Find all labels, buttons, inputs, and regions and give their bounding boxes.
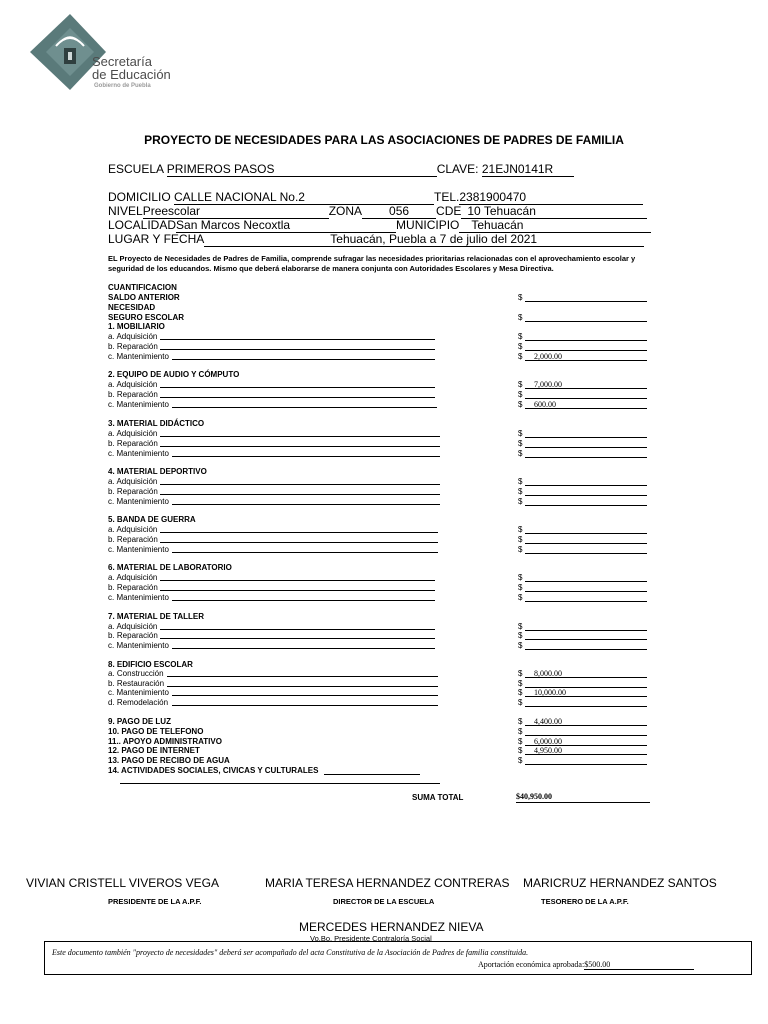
banda-c-leader-line — [172, 552, 438, 553]
taller-mantenimiento: c. Mantenimiento — [108, 641, 169, 650]
laboratorio-c-leader-line — [172, 600, 435, 601]
internet-currency-symbol: $ — [518, 746, 523, 755]
footer-note: Este documento también "proyecto de necesidades" deberá ser acompañado del acta Constitutiva de la Asociación de Padres de familia constituida. — [52, 948, 529, 957]
laboratorio-c-currency-symbol: $ — [518, 593, 523, 602]
deportivo-reparacion: b. Reparación — [108, 487, 158, 496]
taller-reparacion: b. Reparación — [108, 631, 158, 640]
equipo-c-amount: 600.00 — [534, 400, 556, 409]
escuela-value: PRIMEROS PASOS — [167, 162, 437, 177]
deportivo-adquisicion: a. Adquisición — [108, 477, 158, 486]
equipo-b-currency-symbol: $ — [518, 390, 523, 399]
laboratorio-b-amount-line — [525, 591, 647, 592]
logo-text-line2: de Educación — [92, 67, 171, 82]
aportacion-field — [478, 960, 694, 970]
nivel-field — [108, 204, 647, 219]
banda-a-currency-symbol: $ — [518, 525, 523, 534]
taller-a-amount-line — [525, 630, 647, 631]
suma-total-value: $40,950.00 — [516, 792, 650, 803]
laboratorio-a-amount-line — [525, 581, 647, 582]
telefono-amount-line — [525, 735, 647, 736]
zona-label: ZONA — [328, 204, 363, 218]
taller-c-currency-symbol: $ — [518, 641, 523, 650]
equipo-a-currency-symbol: $ — [518, 380, 523, 389]
localidad-value: San Marcos Necoxtla — [176, 218, 396, 233]
laboratorio-c-amount-line — [525, 601, 647, 602]
deportivo-mantenimiento: c. Mantenimiento — [108, 497, 169, 506]
edificio-construccion: a. Construcción — [108, 669, 164, 678]
didactico-c-currency-symbol: $ — [518, 449, 523, 458]
mobiliario-mantenimiento: c. Mantenimiento — [108, 352, 169, 361]
logo-text-line1: Secretaría — [92, 54, 152, 69]
section-deportivo-title: 4. MATERIAL DEPORTIVO — [108, 467, 207, 476]
didactico-reparacion: b. Reparación — [108, 439, 158, 448]
mobiliario-adquisicion: a. Adquisición — [108, 332, 158, 341]
apoyo-amount: 6,000.00 — [534, 737, 562, 746]
telefono-currency-symbol: $ — [518, 727, 523, 736]
contraloria-name: MERCEDES HERNANDEZ NIEVA — [299, 920, 484, 934]
taller-adquisicion: a. Adquisición — [108, 622, 158, 631]
nivel-value: Preescolar — [143, 204, 329, 219]
mobiliario-c-leader-line — [172, 359, 435, 360]
banda-a-leader-line — [160, 532, 438, 533]
taller-c-amount-line — [525, 649, 647, 650]
banda-adquisicion: a. Adquisición — [108, 525, 158, 534]
equipo-a-amount: 7,000.00 — [534, 380, 562, 389]
cuantificacion-label: CUANTIFICACION — [108, 283, 177, 292]
escuela-field — [108, 162, 574, 177]
deportivo-a-currency-symbol: $ — [518, 477, 523, 486]
banda-b-currency-symbol: $ — [518, 535, 523, 544]
equipo-reparacion: b. Reparación — [108, 390, 158, 399]
apoyo-currency-symbol: $ — [518, 737, 523, 746]
didactico-b-amount-line — [525, 447, 647, 448]
edificio-b-currency-symbol: $ — [518, 679, 523, 688]
section-taller-title: 7. MATERIAL DE TALLER — [108, 612, 204, 621]
didactico-a-amount-line — [525, 437, 647, 438]
edificio-d-currency-symbol: $ — [518, 698, 523, 707]
section-banda-title: 5. BANDA DE GUERRA — [108, 515, 196, 524]
presidente-role: PRESIDENTE DE LA A.P.F. — [108, 897, 202, 906]
presidente-name: VIVIAN CRISTELL VIVEROS VEGA — [26, 876, 219, 890]
pago-agua-label: 13. PAGO DE RECIBO DE AGUA — [108, 756, 230, 765]
internet-amount: 4,950.00 — [534, 746, 562, 755]
section-didactico-title: 3. MATERIAL DIDÁCTICO — [108, 419, 205, 428]
edificio-d-leader-line — [172, 705, 438, 706]
laboratorio-adquisicion: a. Adquisición — [108, 573, 158, 582]
deportivo-b-currency-symbol: $ — [518, 487, 523, 496]
mobiliario-c-currency-symbol: $ — [518, 352, 523, 361]
taller-b-leader-line — [160, 638, 435, 639]
equipo-adquisicion: a. Adquisición — [108, 380, 158, 389]
mobiliario-a-currency-symbol: $ — [518, 332, 523, 341]
section-laboratorio-title: 6. MATERIAL DE LABORATORIO — [108, 563, 232, 572]
edificio-mantenimiento: c. Mantenimiento — [108, 688, 169, 697]
deportivo-a-leader-line — [160, 484, 440, 485]
taller-b-currency-symbol: $ — [518, 631, 523, 640]
edificio-c-currency-symbol: $ — [518, 688, 523, 697]
saldo-anterior-amount-line — [525, 301, 647, 302]
pago-luz-label: 9. PAGO DE LUZ — [108, 717, 171, 726]
taller-a-leader-line — [160, 629, 435, 630]
tel-label: TEL. — [434, 190, 460, 204]
banda-reparacion: b. Reparación — [108, 535, 158, 544]
didactico-c-leader-line — [172, 456, 440, 457]
seguro-escolar-label: SEGURO ESCOLAR — [108, 313, 185, 322]
deportivo-c-amount-line — [525, 505, 647, 506]
cde-value: 10 Tehuacán — [461, 204, 647, 219]
aportacion-label: Aportación económica aprobada: — [478, 960, 585, 969]
edificio-a-amount: 8,000.00 — [534, 669, 562, 678]
logo-text-line3: Gobierno de Puebla — [94, 83, 151, 89]
mobiliario-b-leader-line — [160, 349, 435, 350]
actividades-line — [324, 774, 420, 775]
cde-label: CDE — [436, 204, 462, 218]
pago-telefono-label: 10. PAGO DE TELEFONO — [108, 727, 204, 736]
laboratorio-b-leader-line — [160, 590, 435, 591]
laboratorio-a-leader-line — [160, 580, 435, 581]
equipo-c-leader-line — [172, 407, 437, 408]
banda-a-amount-line — [525, 533, 647, 534]
equipo-mantenimiento: c. Mantenimiento — [108, 400, 169, 409]
deportivo-b-amount-line — [525, 495, 647, 496]
section-mobiliario-title: 1. MOBILIARIO — [108, 322, 165, 331]
didactico-a-leader-line — [160, 436, 440, 437]
mobiliario-a-amount-line — [525, 340, 647, 341]
edificio-restauracion: b. Restauración — [108, 679, 165, 688]
laboratorio-b-currency-symbol: $ — [518, 583, 523, 592]
actividades-extra-line — [120, 783, 440, 784]
taller-b-amount-line — [525, 639, 647, 640]
laboratorio-a-currency-symbol: $ — [518, 573, 523, 582]
banda-b-leader-line — [160, 542, 438, 543]
edificio-a-leader-line — [167, 676, 438, 677]
actividades-label: 14. ACTIVIDADES SOCIALES, CIVICAS Y CULTURALES — [108, 766, 319, 775]
aportacion-value: $500.00 — [584, 960, 694, 970]
mobiliario-reparacion: b. Reparación — [108, 342, 158, 351]
deportivo-a-amount-line — [525, 485, 647, 486]
luz-amount: 4,400.00 — [534, 717, 562, 726]
apoyo-administrativo-label: 11.. APOYO ADMINISTRATIVO — [108, 737, 222, 746]
section-equipo-title: 2. EQUIPO DE AUDIO Y CÓMPUTO — [108, 370, 240, 379]
tel-value: 2381900470 — [459, 190, 643, 205]
deportivo-b-leader-line — [160, 494, 440, 495]
banda-b-amount-line — [525, 543, 647, 544]
laboratorio-mantenimiento: c. Mantenimiento — [108, 593, 169, 602]
deportivo-c-leader-line — [172, 504, 440, 505]
escuela-label: ESCUELA — [108, 162, 164, 176]
municipio-label: MUNICIPIO — [396, 218, 460, 232]
contraloria-role: Vo.Bo. Presidente Contraloría Social — [310, 934, 432, 943]
didactico-c-amount-line — [525, 457, 647, 458]
suma-total-label: SUMA TOTAL — [412, 793, 464, 802]
edificio-b-leader-line — [167, 686, 438, 687]
mobiliario-a-leader-line — [160, 339, 435, 340]
nivel-label: NIVEL — [108, 204, 143, 218]
director-role: DIRECTOR DE LA ESCUELA — [333, 897, 435, 906]
mobiliario-c-amount: 2,000.00 — [534, 352, 562, 361]
mobiliario-b-currency-symbol: $ — [518, 342, 523, 351]
taller-a-currency-symbol: $ — [518, 622, 523, 631]
didactico-b-currency-symbol: $ — [518, 439, 523, 448]
seguro-escolar-currency-symbol: $ — [518, 313, 523, 322]
lugar-value: Tehuacán, Puebla a 7 de julio del 2021 — [204, 232, 644, 247]
saldo-anterior-currency-symbol: $ — [518, 293, 523, 302]
mobiliario-b-amount-line — [525, 350, 647, 351]
taller-c-leader-line — [172, 648, 435, 649]
didactico-adquisicion: a. Adquisición — [108, 429, 158, 438]
didactico-mantenimiento: c. Mantenimiento — [108, 449, 169, 458]
lugar-label: LUGAR Y FECHA — [108, 232, 205, 246]
equipo-a-leader-line — [160, 387, 435, 388]
domicilio-value: CALLE NACIONAL No.2 — [174, 190, 434, 205]
tesorero-role: TESORERO DE LA A.P.F. — [541, 897, 629, 906]
equipo-b-leader-line — [160, 397, 435, 398]
municipio-value: Tehuacán — [459, 218, 651, 233]
lugar-fecha-field — [108, 232, 644, 247]
tesorero-name: MARICRUZ HERNANDEZ SANTOS — [523, 876, 717, 890]
document-title: PROYECTO DE NECESIDADES PARA LAS ASOCIACIONES DE PADRES DE FAMILIA — [144, 133, 624, 147]
clave-label: CLAVE: — [436, 162, 479, 176]
domicilio-field — [108, 190, 643, 205]
didactico-b-leader-line — [160, 446, 440, 447]
edificio-d-amount-line — [525, 706, 647, 707]
deportivo-c-currency-symbol: $ — [518, 497, 523, 506]
laboratorio-reparacion: b. Reparación — [108, 583, 158, 592]
intro-paragraph: EL Proyecto de Necesidades de Padres de Familia, comprende sufragar las necesidades prioritarias relacionadas con el aprovechamiento escolar y seguridad de los educandos. Mismo que deberá elaborarse de manera conjunta con Autoridades Escolares y Mesa Directiva. — [108, 254, 636, 273]
agua-amount-line — [525, 764, 647, 765]
edificio-c-leader-line — [172, 695, 438, 696]
pago-internet-label: 12. PAGO DE INTERNET — [108, 746, 200, 755]
luz-currency-symbol: $ — [518, 717, 523, 726]
seguro-escolar-amount-line — [525, 321, 647, 322]
equipo-b-amount-line — [525, 398, 647, 399]
localidad-field — [108, 218, 651, 233]
localidad-label: LOCALIDAD — [108, 218, 177, 232]
banda-c-currency-symbol: $ — [518, 545, 523, 554]
agua-currency-symbol: $ — [518, 756, 523, 765]
section-edificio-title: 8. EDIFICIO ESCOLAR — [108, 660, 193, 669]
saldo-anterior-label: SALDO ANTERIOR — [108, 293, 180, 302]
edificio-c-amount: 10,000.00 — [534, 688, 566, 697]
director-name: MARIA TERESA HERNANDEZ CONTRERAS — [265, 876, 510, 890]
clave-value: 21EJN0141R — [482, 162, 574, 177]
didactico-a-currency-symbol: $ — [518, 429, 523, 438]
equipo-c-currency-symbol: $ — [518, 400, 523, 409]
zona-value: 056 — [362, 204, 436, 219]
necesidad-label: NECESIDAD — [108, 303, 156, 312]
banda-mantenimiento: c. Mantenimiento — [108, 545, 169, 554]
edificio-a-currency-symbol: $ — [518, 669, 523, 678]
edificio-remodelacion: d. Remodelación — [108, 698, 169, 707]
domicilio-label: DOMICILIO — [108, 190, 171, 204]
banda-c-amount-line — [525, 553, 647, 554]
